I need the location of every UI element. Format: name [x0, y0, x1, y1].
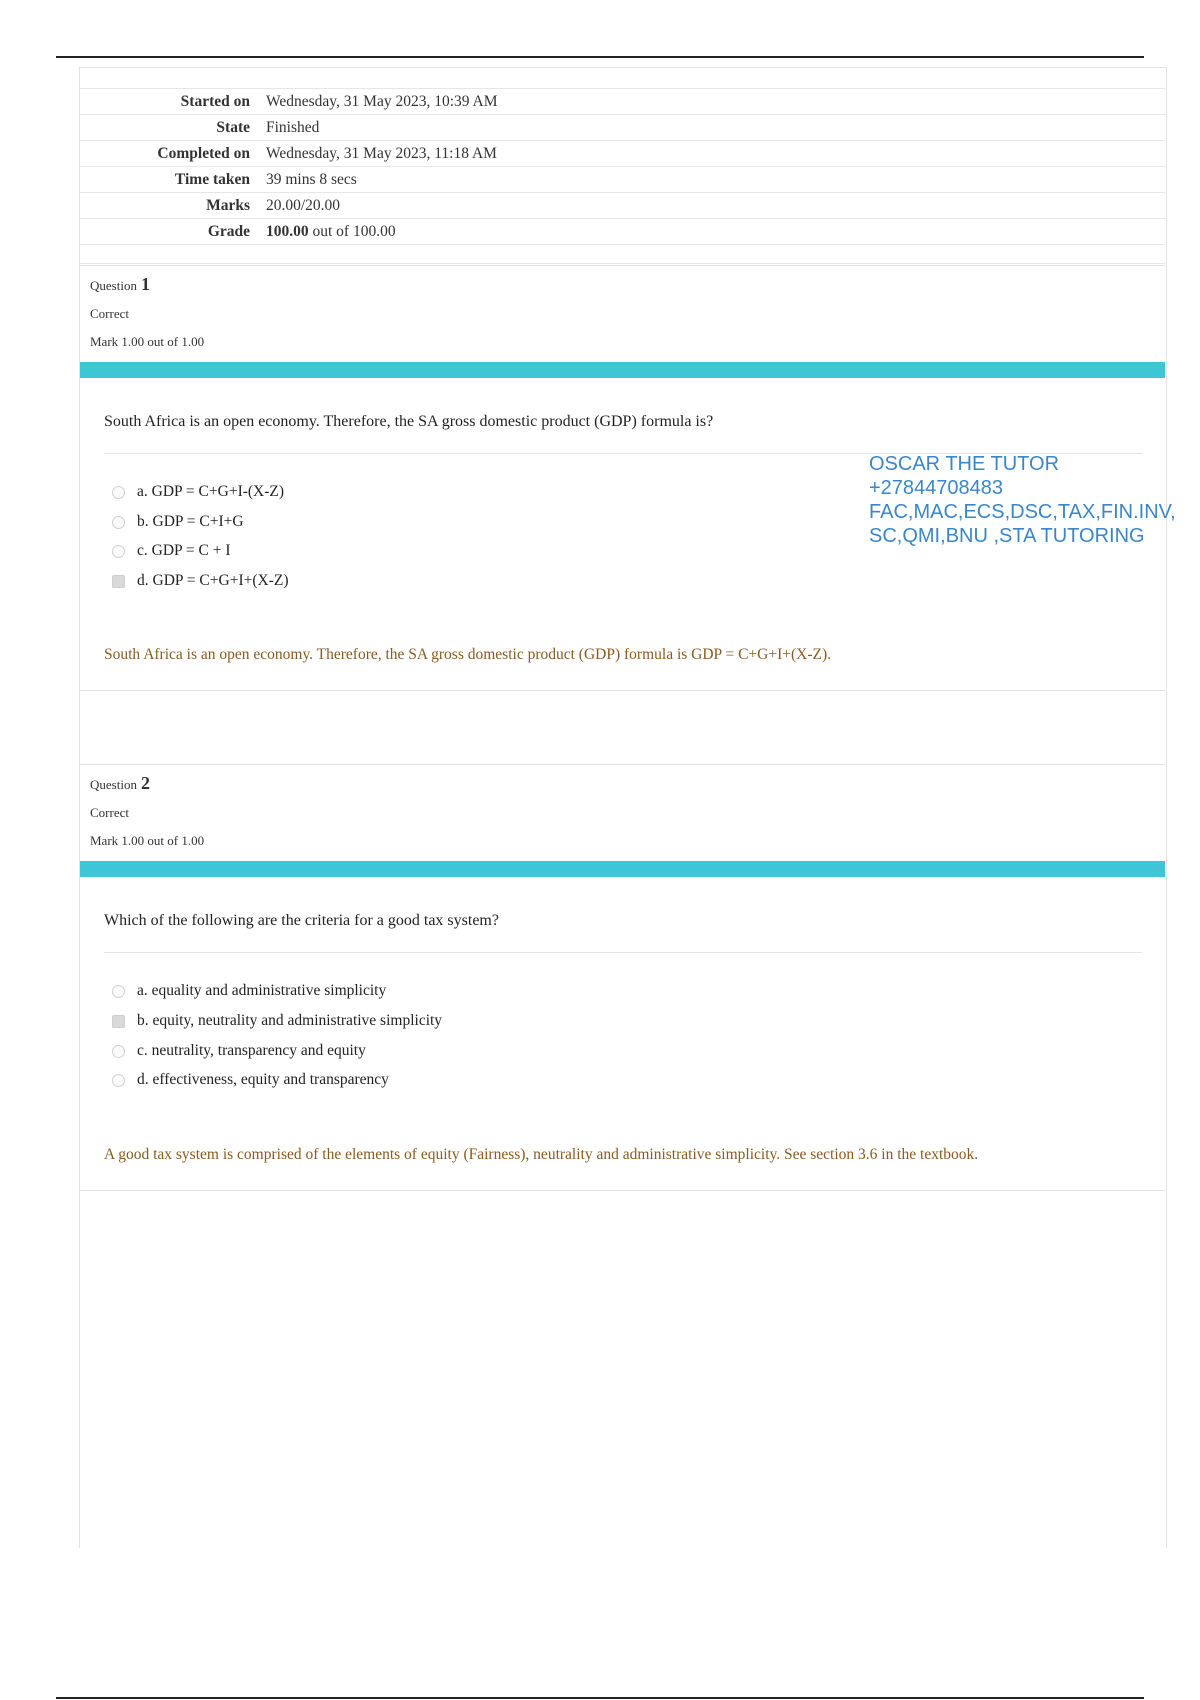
option-label: b. equity, neutrality and administrative simplicity — [137, 1012, 443, 1029]
question-2-option-d[interactable] — [112, 1069, 389, 1091]
radio-icon[interactable] — [112, 1045, 125, 1058]
question-number: 2 — [140, 773, 150, 793]
summary-row-time-taken — [80, 167, 1165, 193]
summary-row-marks — [80, 193, 1165, 219]
attempt-summary-table — [80, 88, 1165, 245]
summary-label: Started on — [180, 92, 250, 110]
summary-value — [266, 223, 396, 241]
summary-value: Finished — [266, 118, 320, 136]
summary-label: Grade — [207, 222, 250, 240]
watermark-line: +27844708483 — [869, 477, 1004, 499]
question-2-heading — [90, 773, 150, 794]
watermark-line: FAC,MAC,ECS,DSC,TAX,FIN.INV, — [869, 501, 1176, 523]
page-top-rule — [56, 56, 1144, 58]
question-1-option-d[interactable] — [112, 570, 289, 592]
question-prefix: Question — [90, 777, 137, 792]
option-label: a. GDP = C+G+I-(X-Z) — [137, 483, 285, 500]
question-2-separator — [104, 952, 1142, 953]
question-1-text: South Africa is an open economy. Therefore, the SA gross domestic product (GDP) formula is? — [104, 413, 714, 430]
summary-label: Marks — [206, 196, 250, 214]
question-2-option-a[interactable] — [112, 980, 386, 1002]
radio-icon[interactable] — [112, 1074, 125, 1087]
tutor-watermark — [869, 452, 1199, 548]
radio-selected-icon[interactable] — [112, 575, 125, 588]
radio-icon[interactable] — [112, 545, 125, 558]
option-label: b. GDP = C+I+G — [137, 513, 244, 530]
grade-out-of: out of 100.00 — [308, 222, 396, 240]
option-label: a. equality and administrative simplicity — [137, 982, 387, 999]
summary-row-started — [80, 89, 1165, 115]
summary-row-grade — [80, 219, 1165, 245]
question-2-feedback: A good tax system is comprised of the elements of equity (Fairness), neutrality and administrative simplicity. See section 3.6 in the textbook. — [104, 1146, 979, 1163]
summary-label: Completed on — [157, 144, 250, 162]
watermark-line: SC,QMI,BNU ,STA TUTORING — [869, 525, 1145, 547]
radio-icon[interactable] — [112, 516, 125, 529]
question-2-mark: Mark 1.00 out of 1.00 — [90, 833, 205, 848]
option-label: c. neutrality, transparency and equity — [137, 1042, 366, 1059]
radio-selected-icon[interactable] — [112, 1015, 125, 1028]
question-prefix: Question — [90, 278, 137, 293]
watermark-line: OSCAR THE TUTOR — [869, 453, 1060, 475]
question-number: 1 — [140, 274, 150, 294]
question-1-accent-bar — [80, 362, 1165, 378]
radio-icon[interactable] — [112, 486, 125, 499]
question-1-info — [80, 265, 1165, 362]
summary-value: Wednesday, 31 May 2023, 10:39 AM — [266, 92, 498, 110]
summary-value: Wednesday, 31 May 2023, 11:18 AM — [266, 144, 497, 162]
question-2-accent-bar — [80, 861, 1165, 877]
question-1-heading — [90, 274, 150, 295]
summary-label: State — [216, 118, 250, 136]
option-label: d. effectiveness, equity and transparency — [137, 1071, 389, 1088]
question-1-mark: Mark 1.00 out of 1.00 — [90, 334, 205, 349]
question-2-text: Which of the following are the criteria for a good tax system? — [104, 912, 499, 929]
question-1-option-a[interactable] — [112, 481, 284, 503]
summary-bottom-rule — [80, 263, 1165, 264]
question-1-option-b[interactable] — [112, 511, 244, 533]
radio-icon[interactable] — [112, 985, 125, 998]
summary-label: Time taken — [174, 170, 250, 188]
question-2-status: Correct — [90, 805, 129, 820]
option-label: d. GDP = C+G+I+(X-Z) — [137, 572, 289, 589]
question-1-end-rule — [80, 690, 1165, 691]
question-2-option-c[interactable] — [112, 1040, 366, 1062]
option-label: c. GDP = C + I — [137, 542, 231, 559]
summary-row-state — [80, 115, 1165, 141]
summary-value: 39 mins 8 secs — [266, 170, 357, 188]
question-1-status: Correct — [90, 306, 129, 321]
page-bottom-rule — [56, 1697, 1144, 1699]
grade-value: 100.00 — [266, 222, 309, 240]
question-2-end-rule — [80, 1190, 1165, 1191]
summary-value: 20.00/20.00 — [266, 196, 341, 214]
question-2-option-b[interactable] — [112, 1010, 442, 1032]
question-2-info — [80, 764, 1165, 861]
question-1-feedback: South Africa is an open economy. Therefore, the SA gross domestic product (GDP) formula is GDP = C+G+I+(X-Z). — [104, 646, 832, 663]
question-1-option-c[interactable] — [112, 540, 231, 562]
summary-row-completed — [80, 141, 1165, 167]
